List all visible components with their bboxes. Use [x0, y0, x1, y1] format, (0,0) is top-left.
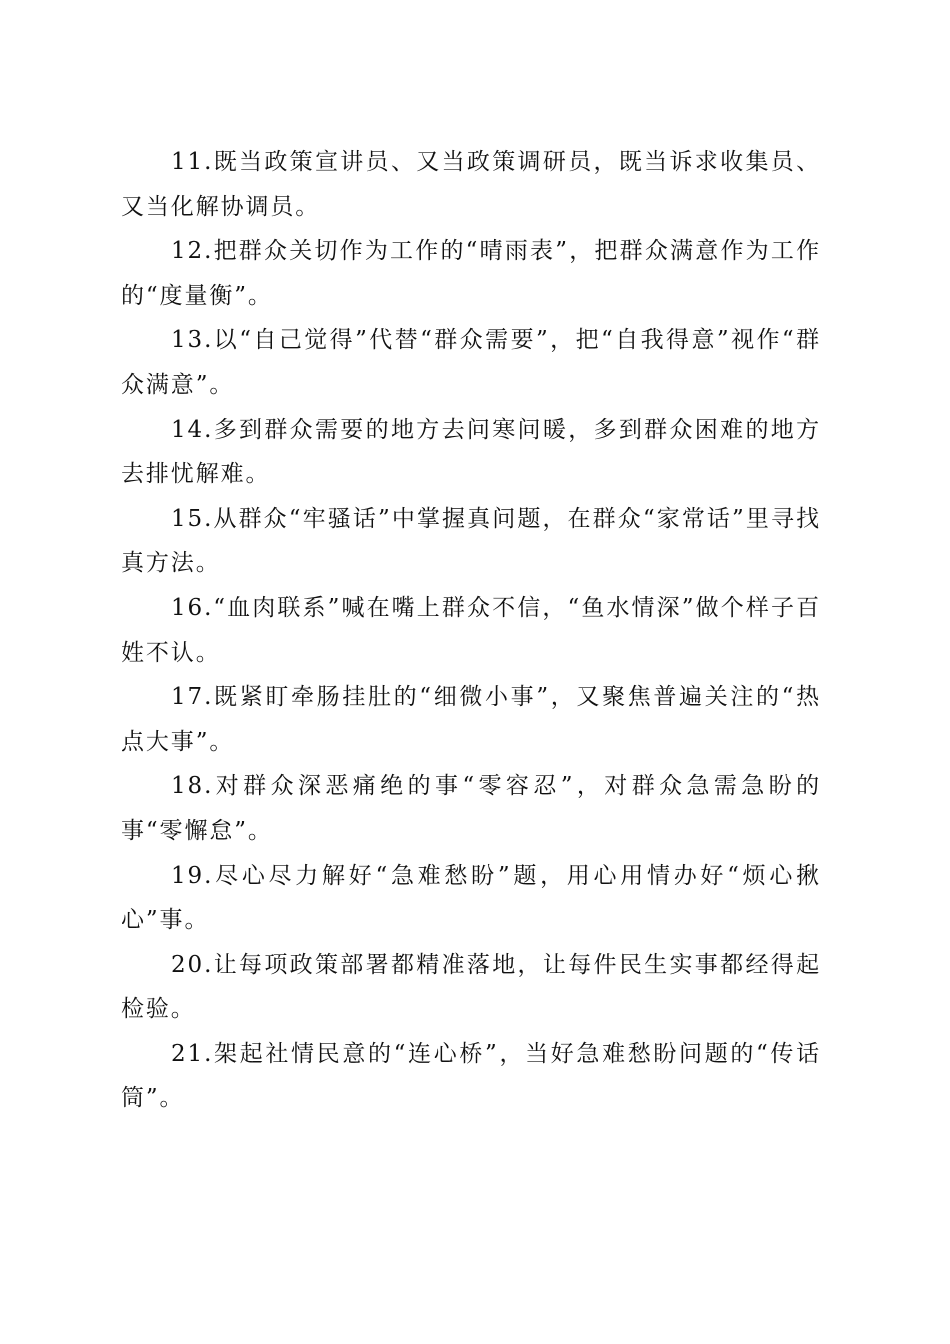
document-body [121, 140, 821, 1121]
paragraph-21: 21.架起社情民意的“连心桥”，当好急难愁盼问题的“传话筒”。 [121, 1040, 821, 1112]
paragraph-18: 18.对群众深恶痛绝的事“零容忍”，对群众急需急盼的事“零懈怠”。 [121, 773, 821, 844]
paragraph-13: 13.以“自己觉得”代替“群众需要”，把“自我得意”视作“群众满意”。 [121, 327, 821, 398]
paragraph-20: 20.让每项政策部署都精准落地，让每件民生实事都经得起检验。 [121, 951, 821, 1023]
paragraph-12: 12.把群众关切作为工作的“晴雨表”，把群众满意作为工作的“度量衡”。 [121, 238, 821, 309]
paragraph-16: 16.“血肉联系”喊在嘴上群众不信，“鱼水情深”做个样子百姓不认。 [121, 594, 821, 666]
paragraph-17: 17.既紧盯牵肠挂肚的“细微小事”，又聚焦普遍关注的“热点大事”。 [121, 684, 821, 755]
paragraph-11: 11.既当政策宣讲员、又当政策调研员，既当诉求收集员、又当化解协调员。 [121, 149, 821, 220]
paragraph-14: 14.多到群众需要的地方去问寒问暖，多到群众困难的地方去排忧解难。 [121, 416, 821, 488]
paragraph-19: 19.尽心尽力解好“急难愁盼”题，用心用情办好“烦心揪心”事。 [121, 862, 821, 934]
paragraph-15: 15.从群众“牢骚话”中掌握真问题，在群众“家常话”里寻找真方法。 [121, 505, 821, 577]
